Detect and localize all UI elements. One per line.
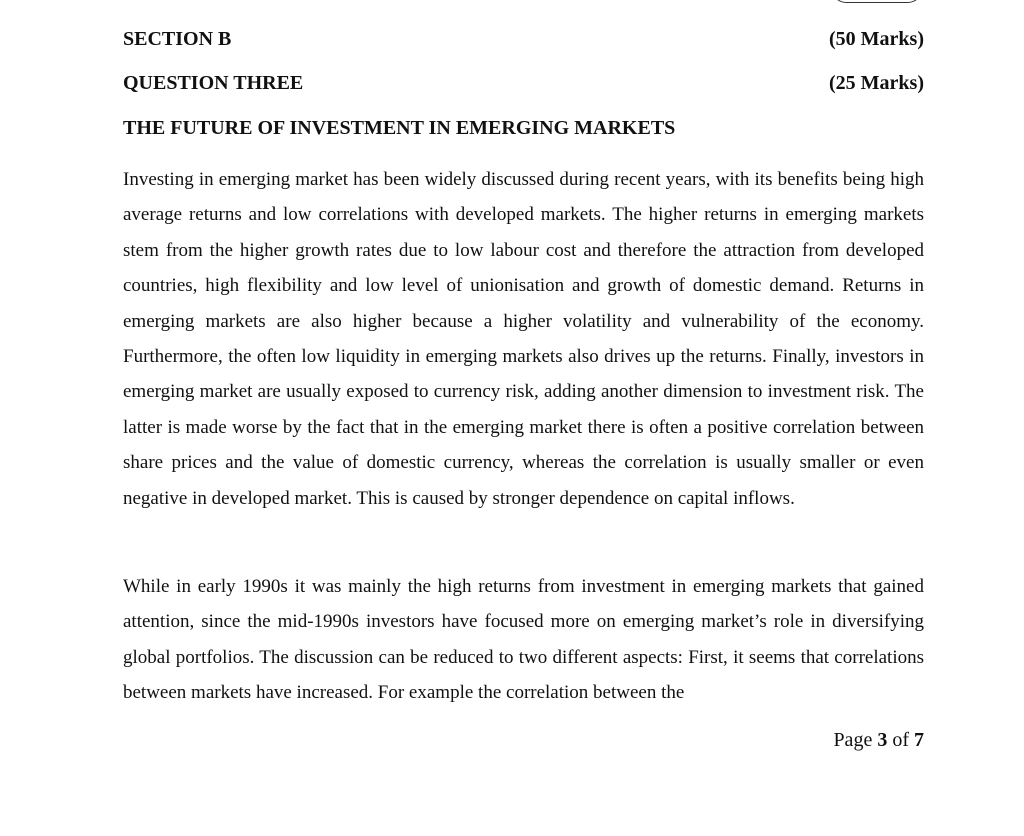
page-number-total: 7 (914, 729, 924, 751)
question-header (123, 71, 924, 95)
section-header (123, 27, 924, 51)
section-marks: (50 Marks) (829, 28, 924, 50)
page-number (833, 728, 924, 752)
section-label: SECTION B (123, 28, 232, 50)
page-number-current: 3 (877, 729, 888, 751)
page-number-separator: of (887, 729, 914, 751)
paragraph: While in early 1990s it was mainly the high returns from investment in emerging markets that gained attention, since the mid-1990s investors have focused more on emerging market’s role in diversifying global portfolios. The discussion can be reduced to two different aspects: First, it seems that correlations between markets have increased. For example the correlation between the (123, 576, 924, 704)
question-marks: (25 Marks) (829, 72, 924, 94)
page-number-prefix: Page (833, 729, 878, 751)
exam-page (123, 0, 924, 836)
question-title: THE FUTURE OF INVESTMENT IN EMERGING MARKETS (123, 117, 676, 139)
question-label: QUESTION THREE (123, 72, 304, 94)
paragraph: Investing in emerging market has been widely discussed during recent years, with its benefits being high average returns and low correlations with developed markets. The higher returns in emerging markets stem from the higher growth rates due to low labour cost and therefore the attraction from developed countries, high flexibility and low level of unionisation and growth of domestic demand. Returns in emerging markets are also higher because a higher volatility and vulnerability of the economy. Furthermore, the often low liquidity in emerging markets also drives up the returns. Finally, investors in emerging market are usually exposed to currency risk, adding another dimension to investment risk. The latter is made worse by the fact that in the emerging market there is often a positive correlation between share prices and the value of domestic currency, whereas the correlation is usually smaller or even negative in developed market. This is caused by stronger dependence on capital inflows. (123, 169, 924, 509)
previous-marks-bracket (832, 0, 922, 3)
